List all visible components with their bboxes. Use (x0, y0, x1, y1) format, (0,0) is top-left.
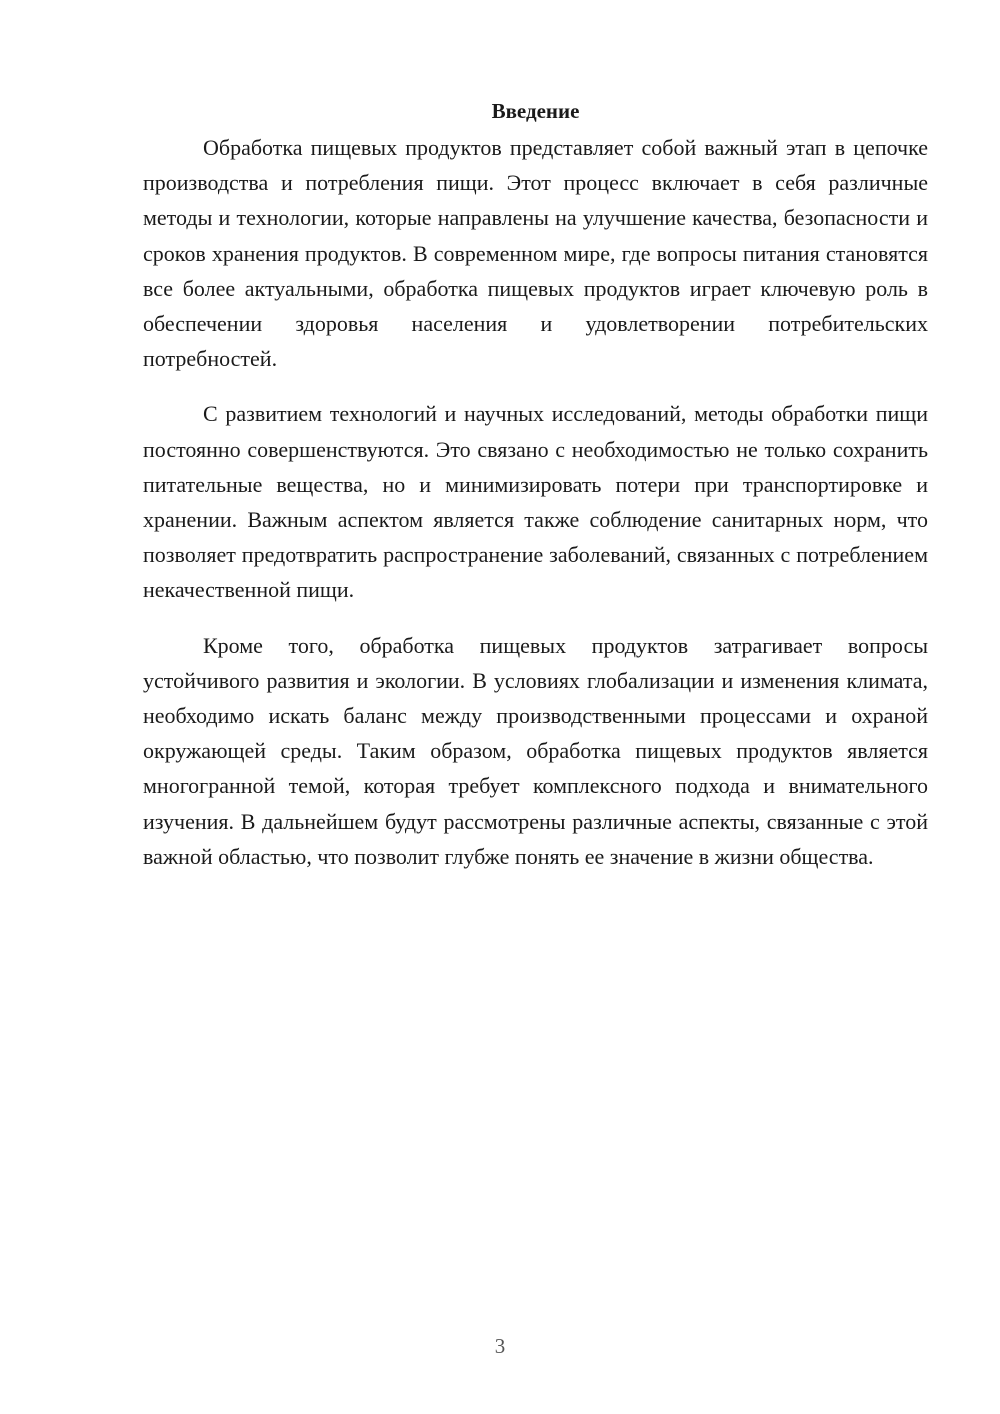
paragraph-2: С развитием технологий и научных исследований, методы обработки пищи постоянно совершенствуются. Это связано с необходимостью не только сохранить питательные вещества, но и минимизировать потери при транспортировке и хранении. Важным аспектом является также соблюдение санитарных норм, что позволяет предотвратить распространение заболеваний, связанных с потреблением некачественной пищи. (143, 401, 928, 603)
page-content (143, 94, 928, 894)
page-number: 3 (494, 1334, 506, 1358)
paragraph-1: Обработка пищевых продуктов представляет собой важный этап в цепочке производства и потребления пищи. Этот процесс включает в себя различные методы и технологии, которые направлены на улучшение качества, безопасности и сроков хранения продуктов. В современном мире, где вопросы питания становятся все более актуальными, обработка пищевых продуктов играет ключевую роль в обеспечении здоровья населения и удовлетворении потребительских потребностей. (143, 135, 928, 372)
section-heading: Введение (491, 99, 580, 123)
paragraph-3: Кроме того, обработка пищевых продуктов затрагивает вопросы устойчивого развития и экологии. В условиях глобализации и изменения климата, необходимо искать баланс между производственными процессами и охраной окружающей среды. Таким образом, обработка пищевых продуктов является многогранной темой, которая требует комплексного подхода и внимательного изучения. В дальнейшем будут рассмотрены различные аспекты, связанные с этой важной областью, что позволит глубже понять ее значение в жизни общества. (143, 632, 928, 869)
